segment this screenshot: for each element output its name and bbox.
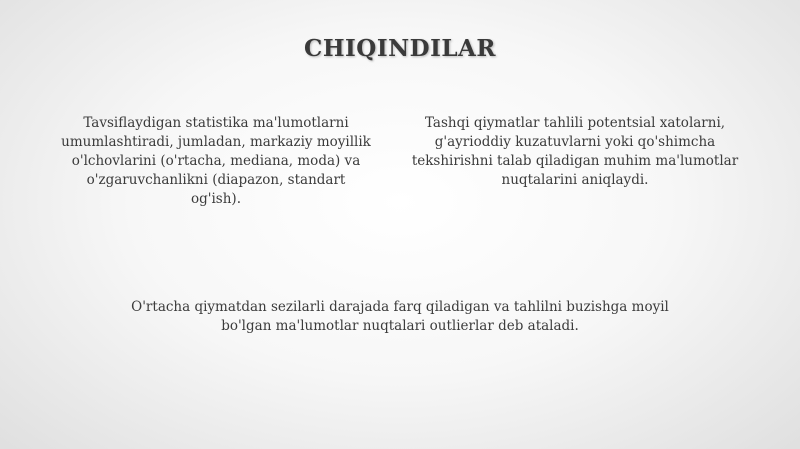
bottom-text-block: O'rtacha qiymatdan sezilarli darajada farq qiladigan va tahlilni buzishga moyil bo'lgan ma'lumotlar nuqtalari outlierlar deb ataladi. [131, 299, 669, 334]
right-text-block: Tashqi qiymatlar tahlili potentsial xatolarni, g'ayrioddiy kuzatuvlarni yoki qo'shimcha tekshirishni talab qiladigan muhim ma'lumotlar nuqtalarini aniqlaydi. [411, 115, 739, 188]
slide-title: CHIQINDILAR [304, 35, 496, 62]
left-text-block: Tavsiflaydigan statistika ma'lumotlarni umumlashtiradi, jumladan, markaziy moyillik o'lchovlarini (o'rtacha, mediana, moda) va o'zgaruvchanlikni (diapazon, standart og'ish). [61, 115, 371, 207]
